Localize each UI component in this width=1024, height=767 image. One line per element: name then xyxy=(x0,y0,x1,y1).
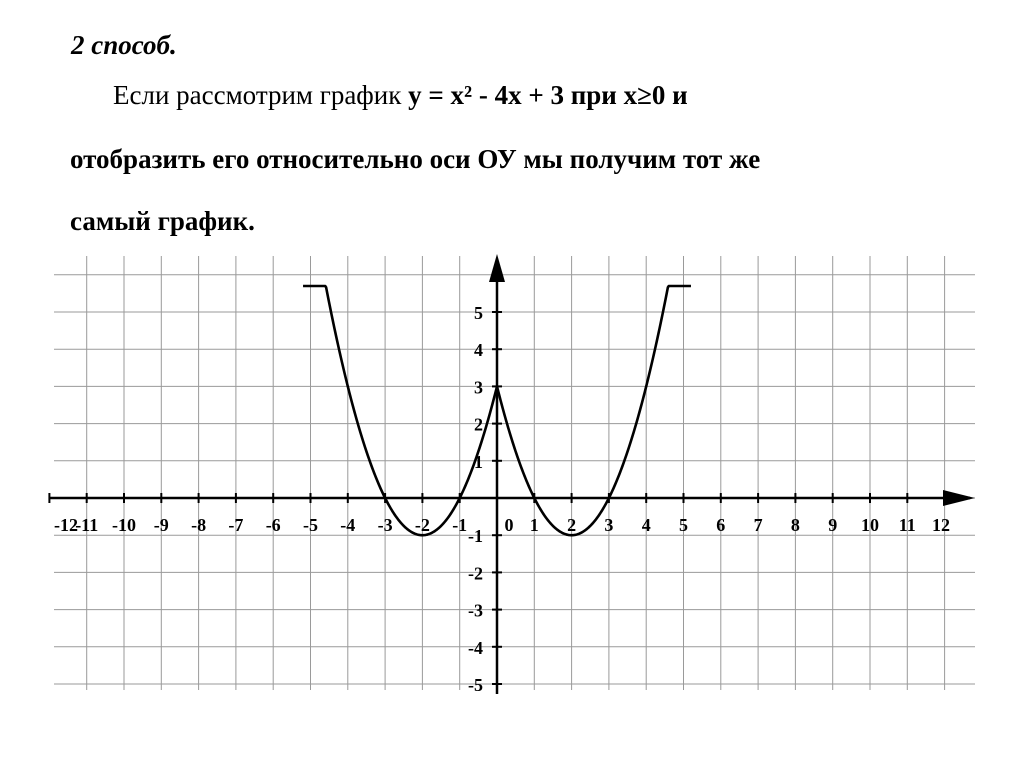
x-tick-label: -3 xyxy=(377,515,393,535)
method-title: 2 способ. xyxy=(71,30,177,60)
x-tick-label: 0 xyxy=(504,515,514,535)
x-tick-label: -10 xyxy=(112,515,136,535)
x-tick-label: 10 xyxy=(861,515,879,535)
x-tick-label: -9 xyxy=(153,515,169,535)
y-tick-label: -4 xyxy=(468,637,483,658)
x-tick-label: -6 xyxy=(265,515,281,535)
y-tick-label: -5 xyxy=(468,675,483,695)
x-axis-arrow xyxy=(943,490,975,506)
axes xyxy=(49,254,975,694)
x-tick-label: -2 xyxy=(414,515,430,535)
x-tick-label: 8 xyxy=(790,515,800,535)
y-tick-label: -2 xyxy=(468,563,483,584)
x-tick-label: 2 xyxy=(567,515,577,535)
x-tick-label: -4 xyxy=(340,515,356,535)
x-tick-label: -8 xyxy=(191,515,207,535)
x-tick-label: 9 xyxy=(828,515,838,535)
x-tick-label: 3 xyxy=(604,515,614,535)
y-tick-label: 1 xyxy=(474,451,483,472)
text-line-1-regular: Если рассмотрим график xyxy=(113,80,409,110)
x-tick-label: 6 xyxy=(716,515,726,535)
y-axis-arrow xyxy=(489,254,505,282)
x-tick-label: -12 xyxy=(54,515,78,535)
x-tick-label: 1 xyxy=(529,515,539,535)
y-tick-label: 2 xyxy=(474,414,483,435)
x-tick-label: 11 xyxy=(898,515,916,535)
x-tick-label: -1 xyxy=(452,515,468,535)
y-tick-label: -3 xyxy=(468,600,483,621)
x-tick-label: -7 xyxy=(228,515,244,535)
text-line-3: самый график. xyxy=(70,206,255,236)
y-tick-label: 4 xyxy=(474,340,483,361)
y-tick-label: -1 xyxy=(468,526,483,547)
y-tick-label: 3 xyxy=(474,377,483,398)
text-line-1-formula: y = x² - 4x + 3 при x≥0 и xyxy=(408,80,688,110)
y-tick-label: 5 xyxy=(474,303,483,323)
text-line-2: отобразить его относительно оси ОУ мы получим тот же xyxy=(70,144,761,174)
x-tick-label: 4 xyxy=(641,515,651,535)
x-tick-label: 5 xyxy=(679,515,688,535)
x-tick-label: 12 xyxy=(932,515,950,535)
x-tick-label: -5 xyxy=(303,515,318,535)
x-tick-label: -11 xyxy=(75,515,99,535)
grid xyxy=(54,256,975,690)
x-tick-label: 7 xyxy=(753,515,763,535)
